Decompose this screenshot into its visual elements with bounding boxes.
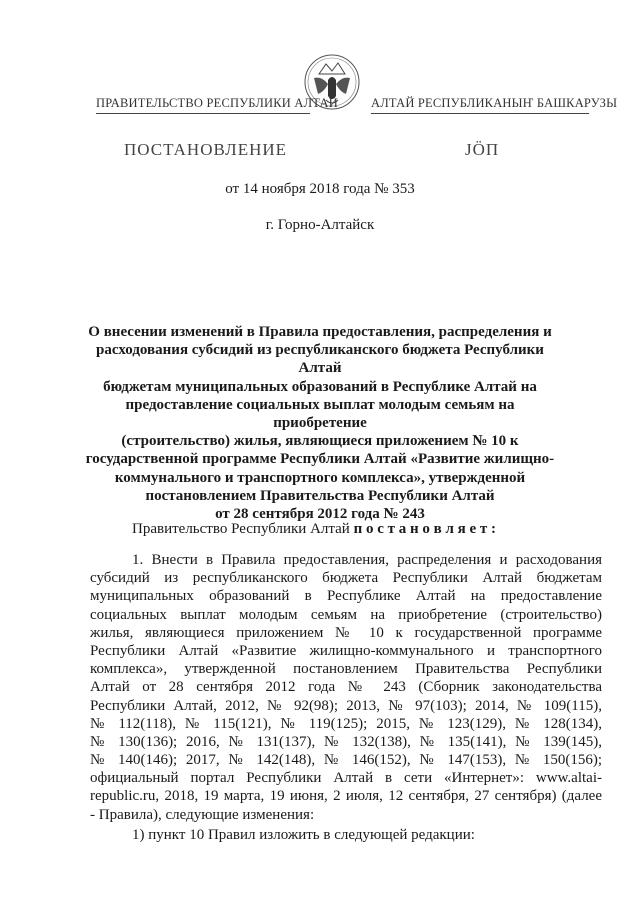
title-line: (строительство) жилья, являющиеся приложением № 10 к bbox=[121, 433, 519, 450]
header-right-text: АЛТАЙ РЕСПУБЛИКАНЫҤ БАШКАРУЗЫ bbox=[371, 96, 618, 110]
paragraph-line: Алтай от 28 сентября 2012 года № 243 (Сборник законодательства bbox=[90, 679, 602, 696]
doc-city: г. Горно-Алтайск bbox=[265, 217, 375, 233]
paragraph-line: № 130(136); 2016, № 131(137), № 132(138), № 135(141), № 139(145), bbox=[90, 733, 602, 750]
title-line: бюджетам муниципальных образований в Республике Алтай на bbox=[103, 378, 537, 395]
title-line: О внесении изменений в Правила предоставления, распределения и bbox=[88, 324, 552, 340]
paragraph-line: № 140(146); 2017, № 142(148), № 146(152), № 147(153), № 150(156); bbox=[90, 752, 602, 769]
header-divider-left bbox=[96, 113, 310, 114]
paragraph-line: Республики Алтай «Развитие жилищно-коммунального и транспортного bbox=[90, 642, 602, 659]
item-1-paragraph bbox=[90, 551, 602, 824]
title-line: от 28 сентября 2012 года № 243 bbox=[215, 506, 425, 523]
title-line: государственной программе Республики Алтай «Развитие жилищно- bbox=[85, 451, 555, 468]
decree-statement bbox=[132, 520, 496, 538]
title-line: расходования субсидий из республиканского бюджета Республики Алтай bbox=[96, 342, 544, 377]
paragraph-line: - Правила), следующие изменения: bbox=[90, 806, 315, 823]
title-line: предоставление социальных выплат молодым семьям на приобретение bbox=[125, 396, 515, 432]
paragraph-line: 1. Внести в Правила предоставления, распределения и расходования bbox=[132, 552, 602, 568]
paragraph-line: Республики Алтай, 2012, № 92(98); 2013, № 97(103); 2014, № 109(115), bbox=[90, 697, 602, 714]
subitem-1: 1) пункт 10 Правил изложить в следующей редакции: bbox=[132, 827, 475, 843]
doc-type-alt: ЈӦП bbox=[465, 140, 500, 159]
paragraph-line: муниципальных образований в Республике Алтай на предоставление bbox=[90, 588, 602, 605]
paragraph-line: социальных выплат молодым семьям на приобретение (строительство) bbox=[90, 606, 602, 623]
paragraph-line: субсидий из республиканского бюджета Республики Алтай бюджетам bbox=[90, 570, 602, 587]
doc-type-ru: ПОСТАНОВЛЕНИЕ bbox=[124, 140, 288, 159]
title-line: постановлением Правительства Республики Алтай bbox=[145, 487, 495, 504]
paragraph-line: жилья, являющиеся приложением № 10 к государственной программе bbox=[90, 624, 602, 641]
doc-date-number: от 14 ноября 2018 года № 353 bbox=[225, 181, 415, 197]
decree-keyword: п о с т а н о в л я е т : bbox=[353, 521, 497, 537]
title-line: коммунального и транспортного комплекса», утвержденной bbox=[114, 469, 526, 486]
paragraph-line: № 112(118), № 115(121), № 119(125); 2015, № 123(129), № 128(134), bbox=[90, 715, 602, 732]
paragraph-line: комплекса», утвержденной постановлением Правительства Республики bbox=[90, 661, 602, 678]
paragraph-line: официальный портал Республики Алтай в сети «Интернет»: www.altai- bbox=[90, 770, 602, 787]
header-left-text: ПРАВИТЕЛЬСТВО РЕСПУБЛИКИ АЛТАЙ bbox=[96, 96, 338, 110]
doc-title bbox=[80, 323, 560, 523]
header-divider-right bbox=[371, 113, 589, 114]
paragraph-line: republic.ru, 2018, 19 марта, 19 июня, 2 июля, 12 сентября, 27 сентября) (далее bbox=[90, 788, 602, 805]
decree-intro: Правительство Республики Алтай bbox=[132, 521, 350, 537]
